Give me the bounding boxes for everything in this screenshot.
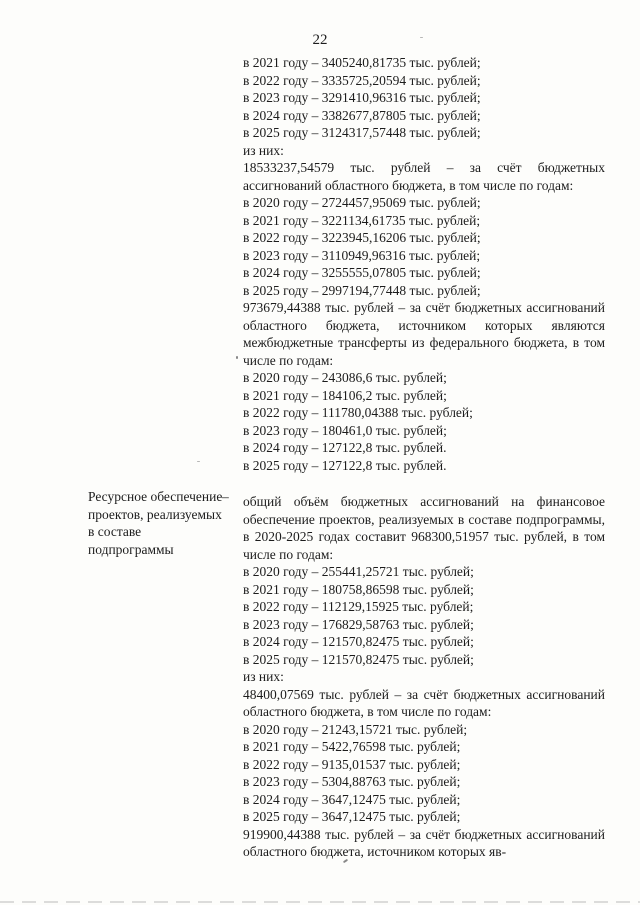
resource-provision-label: Ресурсное обеспечение проектов, реализуемых в составе подпрограммы xyxy=(88,489,223,557)
year-line: в 2025 году – 121570,82475 тыс. рублей; xyxy=(243,651,474,667)
from-them-label: из них: xyxy=(243,669,284,684)
projects-total-paragraph: общий объём бюджетных ассигнований на финансовое обеспечение проектов, реализуемых в составе подпрограммы, в 2020-2025 годах составит 968300,51957 тыс. рублей, в том числе по годам: xyxy=(243,494,605,562)
regional-budget-paragraph: 18533237,54579 тыс. рублей – за счёт бюджетных ассигнований областного бюджета, в том числе по годам: xyxy=(243,160,605,193)
year-line: в 2020 году – 255441,25721 тыс. рублей; xyxy=(243,564,474,579)
federal-transfers-paragraph: 919900,44388 тыс. рублей – за счёт бюджетных ассигнований областного бюджета, источником которых яв- xyxy=(243,826,605,859)
year-line: в 2023 году – 180461,0 тыс. рублей; xyxy=(243,422,447,438)
year-line: в 2025 году – 3647,12475 тыс. рублей; xyxy=(243,809,461,824)
year-line: в 2022 году – 9135,01537 тыс. рублей; xyxy=(243,756,461,772)
year-line: в 2021 году – 184106,2 тыс. рублей; xyxy=(243,387,447,403)
year-line: в 2025 году – 2997194,77448 тыс. рублей; xyxy=(243,282,481,298)
label-dash: – xyxy=(222,489,229,504)
year-line: в 2024 году – 121570,82475 тыс. рублей; xyxy=(243,634,474,649)
year-line: в 2022 году – 112129,15925 тыс. рублей; xyxy=(243,599,474,614)
scan-speck xyxy=(343,859,348,864)
year-line: в 2021 году – 3405240,81735 тыс. рублей; xyxy=(243,55,481,70)
year-line: в 2024 году – 3255555,07805 тыс. рублей; xyxy=(243,265,481,280)
year-line: в 2025 году – 3124317,57448 тыс. рублей; xyxy=(243,125,481,140)
year-line: в 2024 году – 127122,8 тыс. рублей. xyxy=(243,440,447,455)
year-line: в 2021 году – 3221134,61735 тыс. рублей; xyxy=(243,212,481,228)
page-number: 22 xyxy=(312,32,328,48)
year-line: в 2025 году – 127122,8 тыс. рублей. xyxy=(243,457,447,473)
regional-budget-paragraph: 48400,07569 тыс. рублей – за счёт бюджетных ассигнований областного бюджета, в том числе по годам: xyxy=(243,686,605,719)
funding-text-column xyxy=(243,54,605,861)
year-line: в 2021 году – 180758,86598 тыс. рублей; xyxy=(243,581,474,597)
from-them-label: из них: xyxy=(243,142,284,158)
scan-bottom-edge xyxy=(0,901,640,903)
year-line: в 2023 году – 5304,88763 тыс. рублей; xyxy=(243,774,461,789)
year-line: в 2020 году – 243086,6 тыс. рублей; xyxy=(243,370,447,385)
scan-speck xyxy=(236,356,238,359)
scan-speck xyxy=(420,37,423,38)
year-line: в 2022 году – 111780,04388 тыс. рублей; xyxy=(243,405,473,420)
year-line: в 2024 году – 3647,12475 тыс. рублей; xyxy=(243,791,461,807)
year-line: в 2022 году – 3335725,20594 тыс. рублей; xyxy=(243,72,481,88)
year-line: в 2023 году – 3110949,96316 тыс. рублей; xyxy=(243,247,481,263)
year-line: в 2023 году – 176829,58763 тыс. рублей; xyxy=(243,616,474,632)
year-line: в 2021 году – 5422,76598 тыс. рублей; xyxy=(243,739,461,754)
year-line: в 2024 году – 3382677,87805 тыс. рублей; xyxy=(243,107,481,123)
year-line: в 2020 году – 2724457,95069 тыс. рублей; xyxy=(243,195,481,210)
year-line: в 2020 году – 21243,15721 тыс. рублей; xyxy=(243,721,468,737)
scan-speck xyxy=(197,461,200,462)
year-line: в 2023 году – 3291410,96316 тыс. рублей; xyxy=(243,90,481,105)
federal-transfers-paragraph: 973679,44388 тыс. рублей – за счёт бюджетных ассигнований областного бюджета, источником которых являются межбюджетные трансферты из федерального бюджета, в том числе по годам: xyxy=(243,300,605,368)
year-line: в 2022 году – 3223945,16206 тыс. рублей; xyxy=(243,230,481,245)
